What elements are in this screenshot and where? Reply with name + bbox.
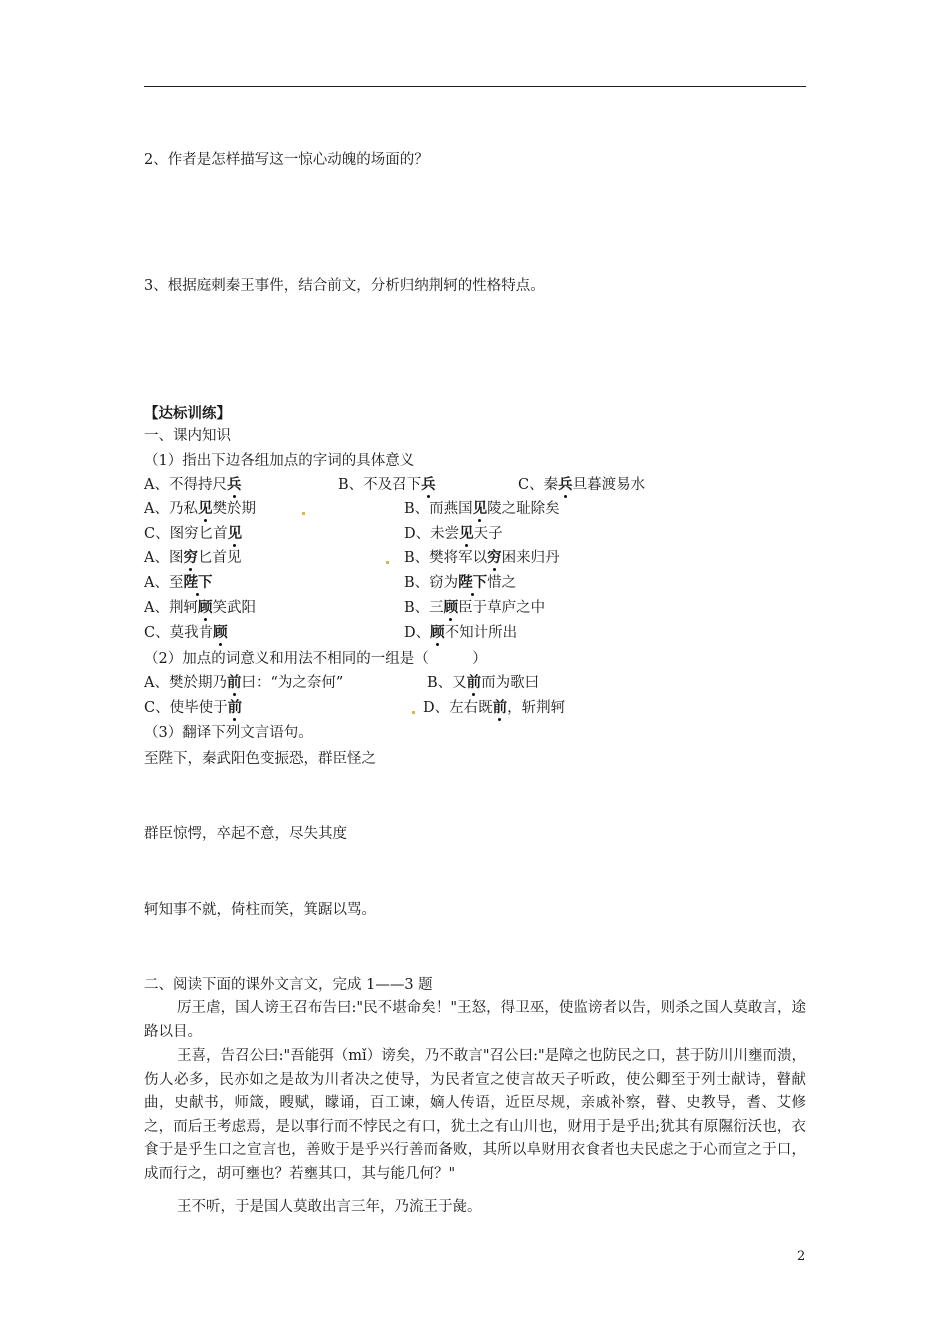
dotted-word: 陛下 [458, 574, 488, 591]
dotted-word: 穷 [183, 549, 198, 566]
translate-sentence-2: 群臣惊愕，卒起不意，尽失其度 [144, 826, 347, 842]
dotted-word: 顾 [430, 624, 445, 641]
scan-mark [386, 561, 389, 564]
subquestion-1-1: （1）指出下边各组加点的字词的具体意义 [144, 453, 415, 469]
section-title: 【达标训练】 [144, 405, 231, 422]
passage-paragraph-3: 王不听，于是国人莫敢出言三年，乃流王于彘。 [177, 1199, 482, 1215]
dotted-word: 兵 [226, 476, 242, 493]
option-7d: D、顾不知计所出 [404, 624, 518, 641]
option-1a: A、不得持尺兵 [144, 476, 242, 493]
dotted-word: 兵 [421, 476, 436, 493]
dotted-word: 前 [227, 699, 243, 716]
option-3d: D、未尝见天子 [404, 525, 503, 542]
option-8b: B、又前而为歌曰 [427, 674, 540, 691]
option-4a: A、图穷匕首见 [144, 549, 242, 566]
passage-paragraph-1: 厉王虐，国人谤王召布告曰:"民不堪命矣！"王怒，得卫巫，使监谤者以告，则杀之国人莫敢言，途路以目。 [144, 1000, 806, 1040]
scan-mark [302, 512, 305, 515]
part-2-title: 二、阅读下面的课外文言文，完成 1——3 题 [144, 977, 433, 993]
scan-mark [412, 711, 415, 714]
option-1c: C、秦兵旦暮渡易水 [518, 476, 646, 493]
dotted-word: 见 [459, 525, 474, 542]
option-5a: A、至陛下 [144, 574, 213, 591]
question-3: 3、根据庭刺秦王事件，结合前文，分析归纳荆轲的性格特点。 [144, 278, 545, 294]
dotted-word: 兵 [558, 476, 573, 493]
dotted-word: 顾 [197, 599, 213, 616]
header-rule [144, 86, 806, 87]
option-1b: B、不及召下兵 [338, 476, 436, 493]
option-2a: A、乃私见樊於期 [144, 500, 256, 517]
question-2: 2、作者是怎样描写这一惊心动魄的场面的？ [144, 152, 429, 168]
dotted-word: 前 [492, 699, 508, 716]
option-3c: C、图穷匕首见 [144, 525, 243, 542]
translate-sentence-1: 至陛下，秦武阳色变振恐，群臣怪之 [144, 751, 376, 767]
option-6b: B、三顾臣于草庐之中 [404, 599, 546, 616]
page-number: 2 [797, 1249, 806, 1264]
option-6a: A、荆轲顾笑武阳 [144, 599, 256, 616]
dotted-word: 顾 [213, 624, 228, 641]
dotted-word: 顾 [443, 599, 459, 616]
dotted-word: 见 [197, 500, 213, 517]
option-9d: D、左右既前，斩荆轲 [423, 699, 566, 716]
dotted-word: 前 [466, 674, 482, 691]
option-2b: B、而燕国见陵之耻除矣 [404, 500, 560, 517]
translate-sentence-3: 轲知事不就，倚柱而笑，箕踞以骂。 [144, 902, 376, 918]
dotted-word: 穷 [487, 549, 502, 566]
subquestion-1-3: （3）翻译下列文言语句。 [144, 725, 313, 741]
dotted-word: 见 [472, 500, 488, 517]
option-8a: A、樊於期乃前曰：“为之奈何” [144, 674, 344, 691]
dotted-word: 见 [227, 525, 243, 542]
option-7c: C、莫我肯顾 [144, 624, 228, 641]
dotted-word: 陛下 [183, 574, 213, 591]
option-4b: B、樊将军以穷困来归丹 [404, 549, 560, 566]
option-9c: C、使毕使于前 [144, 699, 243, 716]
part-1-title: 一、课内知识 [144, 428, 231, 444]
passage-paragraph-2: 王喜，告召公曰:"吾能弭（mǐ）谤矣，乃不敢言"召公曰:"是障之也防民之口，甚于防川川壅而溃，伤人必多，民亦如之是故为川者决之使导，为民者宣之使言故天子听政，使公卿至于列士献诗，瞽献曲，史献书，师箴，瞍赋，矇诵，百工谏，嫡人传语，近臣尽规，亲戚补察，瞽、史教导，耆、艾修之，而后王考虑焉，是以事行而不悖民之有口，犹土之有山川也，财用于是乎出;犹其有原隰衍沃也，衣食于是乎生口之宣言也，善败于是乎兴行善而备败，其所以阜财用衣食者也夫民虑之于心而宣之于口，成而行之，胡可壅也？若壅其口，其与能几何？" [144, 1048, 806, 1182]
option-5b: B、窃为陛下惜之 [404, 574, 517, 591]
subquestion-1-2: （2）加点的词意义和用法不相同的一组是（ ） [144, 651, 487, 667]
dotted-word: 前 [226, 674, 242, 691]
